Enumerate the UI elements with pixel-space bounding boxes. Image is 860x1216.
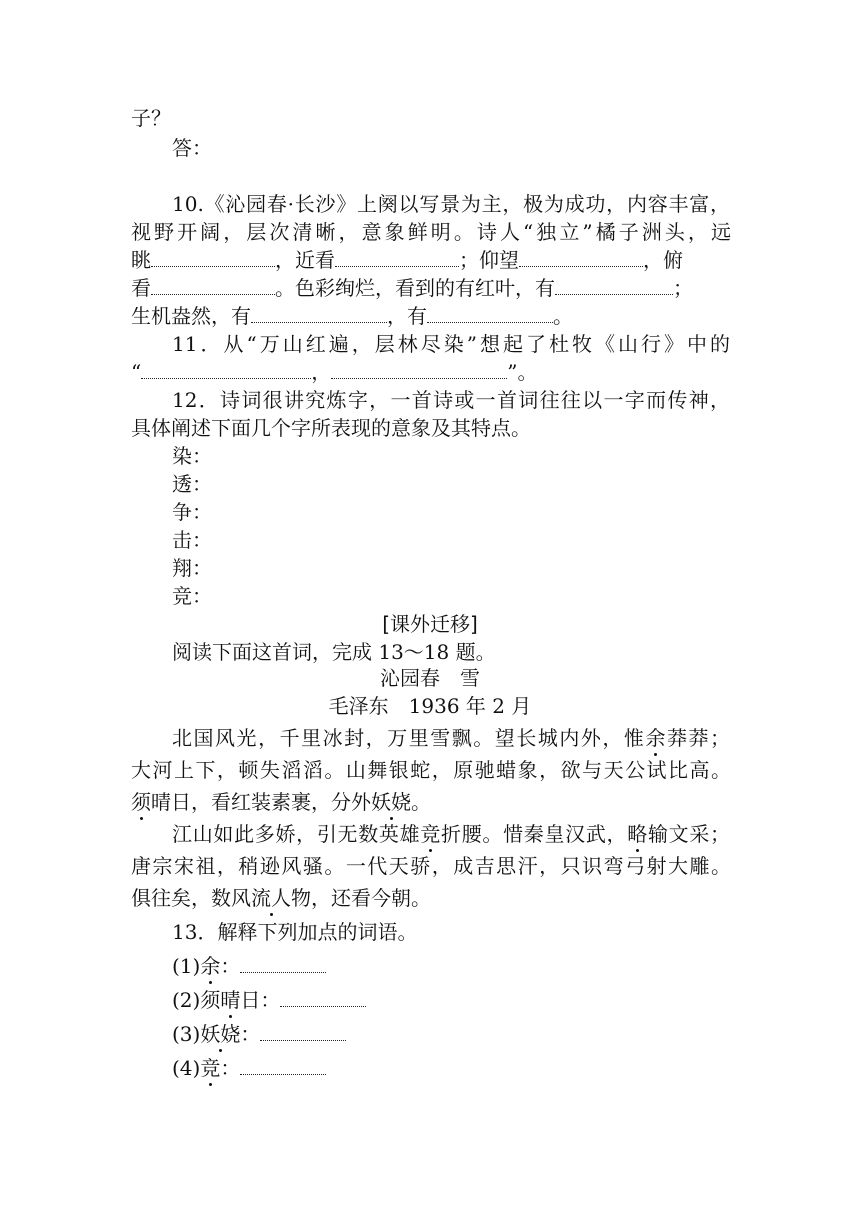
q11-blank1[interactable]	[141, 362, 311, 379]
q10-blank-life1[interactable]	[251, 306, 387, 323]
q10-line4: 看 。色彩绚烂，看到的有红叶，有 ；	[131, 276, 693, 300]
q10-blank-life2[interactable]	[427, 306, 553, 323]
section-title: [课外迁移]	[382, 612, 478, 636]
emphasis-word: 略	[627, 822, 648, 846]
instruction: 阅读下面这首词，完成 13～18 题。	[172, 640, 496, 664]
q11-line2: “ ， ”。	[131, 360, 538, 384]
q12-item: 竞：	[172, 584, 212, 608]
poem-author: 毛泽东 1936 年 2 月	[328, 694, 532, 718]
q10-blank-down[interactable]	[151, 278, 275, 295]
q12-item: 翔：	[172, 556, 212, 580]
q13-blank[interactable]	[240, 956, 326, 973]
q12-line2: 具体阐述下面几个字所表现的意象及其特点。	[131, 416, 531, 440]
emphasis-word: 竞	[200, 1056, 221, 1080]
q10-blank-up[interactable]	[519, 250, 643, 267]
q12-item: 争：	[172, 500, 212, 524]
q12-item: 透：	[172, 472, 212, 496]
q13-item: (2)须晴日：	[172, 986, 772, 1014]
q13-item: (4)竞：	[172, 1054, 772, 1082]
poem-p1-line2: 大河上下，顿失滔滔。山舞银蛇，原驰蜡象，欲与天公试比高。	[131, 758, 731, 782]
emphasis-word: 竞	[420, 822, 441, 846]
emphasis-word: 须晴日	[200, 988, 261, 1012]
q13-blank[interactable]	[240, 1058, 326, 1075]
q10-blank-near[interactable]	[335, 250, 459, 267]
emphasis-word: 风流人物	[231, 886, 311, 910]
q12-item: 染：	[172, 444, 212, 468]
poem-p2-line1: 江山如此多娇，引无数英雄竞折腰。惜秦皇汉武，略输文采；	[172, 822, 731, 846]
q13-item: (3)妖娆：	[172, 1020, 772, 1048]
poem-p1-line3: 须晴日，看红装素裹，分外妖娆。	[131, 790, 431, 814]
emphasis-word: 妖娆	[371, 790, 411, 814]
q11-line1: 11．从“万山红遍，层林尽染”想起了杜牧《山行》中的	[172, 332, 730, 356]
q13-blank[interactable]	[280, 990, 366, 1007]
q10-blank-far[interactable]	[151, 250, 275, 267]
q9-answer-label: 答：	[172, 136, 212, 160]
q12-line1: 12．诗词很讲究炼字，一首诗或一首词往往以一字而传神，	[172, 388, 730, 412]
q10-line5: 生机盎然，有 ，有 。	[131, 304, 573, 328]
q10-blank-color[interactable]	[555, 278, 673, 295]
q12-item: 击：	[172, 528, 212, 552]
emphasis-word: 须	[131, 790, 151, 814]
q13-item: (1)余：	[172, 952, 772, 980]
poem-title: 沁园春 雪	[380, 666, 480, 690]
q10-line1: 10.《沁园春·长沙》上阕以写景为主，极为成功，内容丰富，	[172, 192, 730, 216]
q10-line2: 视野开阔，层次清晰，意象鲜明。诗人“独立”橘子洲头，远	[131, 220, 731, 244]
poem-p1-line1: 北国风光，千里冰封，万里雪飘。望长城内外，惟余莽莽；	[172, 726, 731, 750]
q11-blank2[interactable]	[331, 362, 507, 379]
q9-tail: 子？	[131, 106, 171, 130]
q13-blank[interactable]	[260, 1024, 346, 1041]
emphasis-word: 余	[645, 726, 666, 750]
poem-p2-line2: 唐宗宋祖，稍逊风骚。一代天骄，成吉思汗，只识弯弓射大雕。	[131, 854, 731, 878]
emphasis-word: 妖娆	[200, 1022, 241, 1046]
emphasis-word: 余	[200, 954, 221, 978]
q13-title: 13．解释下列加点的词语。	[172, 920, 418, 944]
q10-line3: 眺 ，近看 ；仰望 ，俯	[131, 248, 683, 272]
poem-p2-line3: 俱往矣，数风流人物，还看今朝。	[131, 886, 431, 910]
